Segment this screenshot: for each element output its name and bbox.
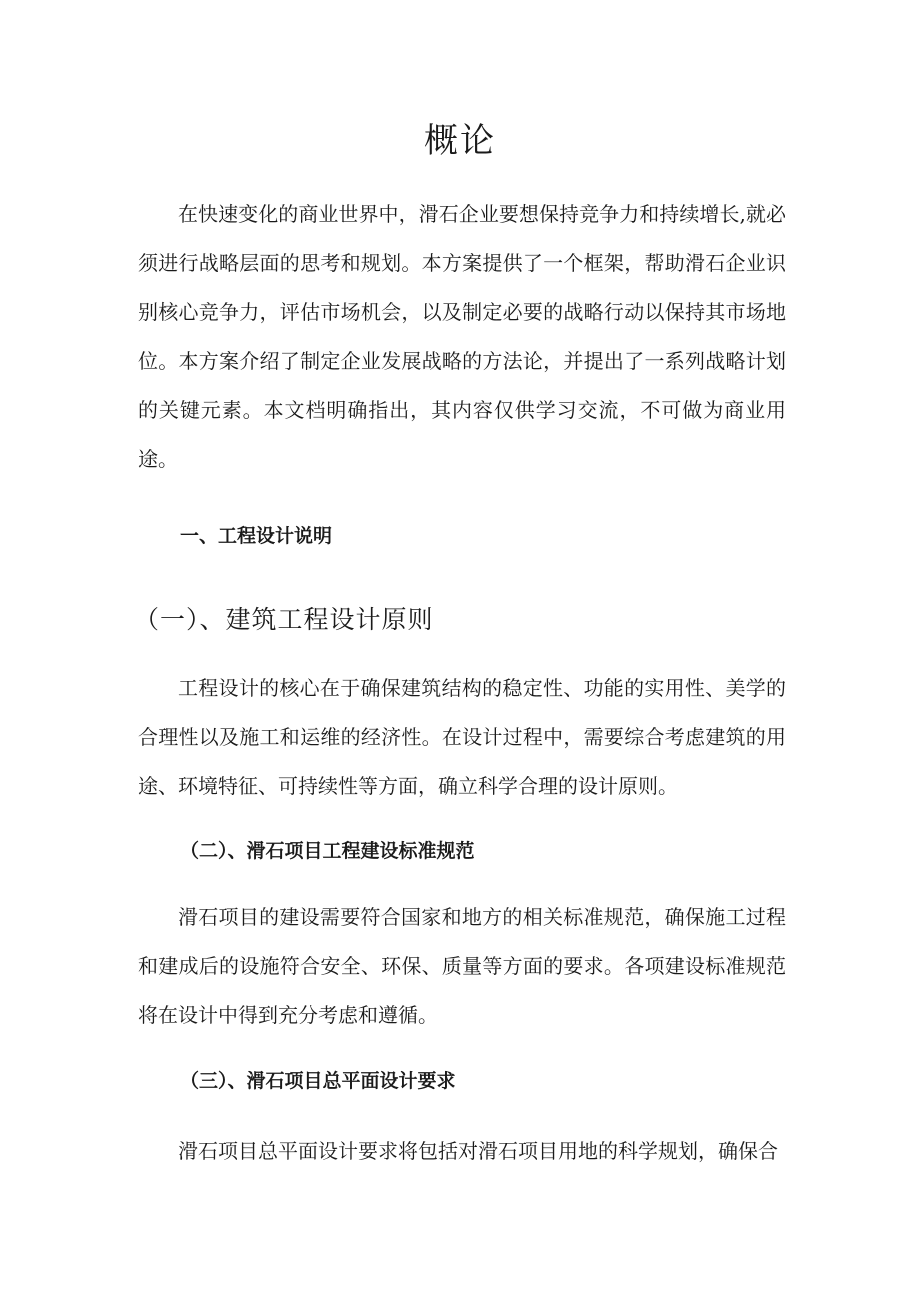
subsection-heading-2: （二）、滑石项目工程建设标准规范	[180, 840, 475, 862]
intro-paragraph: 在快速变化的商业世界中，滑石企业要想保持竞争力和持续增长,就必须进行战略层面的思考和规划。本方案提供了一个框架，帮助滑石企业识别核心竞争力，评估市场机会，以及制定必要的战略行动以保持其市场地位。本方案介绍了制定企业发展战略的方法论，并提出了一系列战略计划的关键元素。本文档明确指出，其内容仅供学习交流，不可做为商业用途。	[138, 202, 786, 471]
subsection-heading-1: （一）、建筑工程设计原则	[134, 605, 434, 634]
section-heading-1: 一、工程设计说明	[180, 525, 333, 547]
subsection-3-paragraph: 滑石项目总平面设计要求将包括对滑石项目用地的科学规划，确保合	[178, 1139, 778, 1163]
page-title: 概论	[424, 121, 496, 161]
subsection-1-paragraph: 工程设计的核心在于确保建筑结构的稳定性、功能的实用性、美学的合理性以及施工和运维的经济性。在设计过程中，需要综合考虑建筑的用途、环境特征、可持续性等方面，确立科学合理的设计原则。	[138, 676, 786, 798]
subsection-2-paragraph: 滑石项目的建设需要符合国家和地方的相关标准规范，确保施工过程和建成后的设施符合安全、环保、质量等方面的要求。各项建设标准规范将在设计中得到充分考虑和遵循。	[138, 905, 786, 1027]
subsection-heading-3: （三）、滑石项目总平面设计要求	[180, 1070, 456, 1092]
